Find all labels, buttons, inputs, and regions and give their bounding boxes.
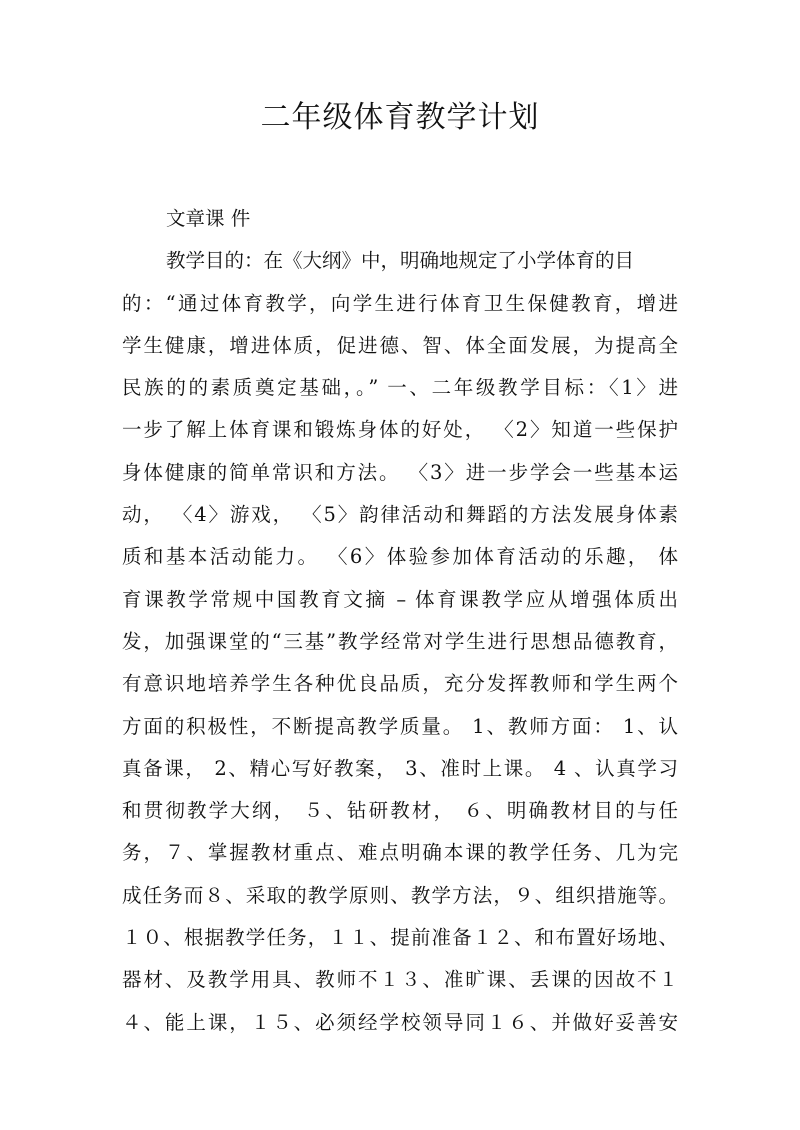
paragraph-line: 教学目的：在《大纲》中，明确地规定了小学体育的目: [166, 249, 635, 273]
paragraph-line: 有意识地培养学生各种优良品质，充分发挥教师和学生两个: [122, 672, 678, 696]
paragraph-line: 和贯彻教学大纲， ５、钻研教材， ６、明确教材目的与任: [122, 799, 678, 823]
paragraph-line: 成任务而８、采取的教学原则、教学方法，９、组织措施等。: [122, 883, 678, 907]
paragraph-line: 民族的的素质奠定基础，。” 一、二年级教学目标：〈1〉进: [122, 376, 678, 400]
paragraph-line: 的：“通过体育教学，向学生进行体育卫生保健教育，增进: [122, 291, 678, 315]
paragraph-line: 学生健康，增进体质，促进德、智、体全面发展，为提高全: [122, 333, 678, 357]
paragraph-line: 务，７、掌握教材重点、难点明确本课的教学任务、几为完: [122, 841, 678, 865]
paragraph-line: 身体健康的简单常识和方法。 〈3〉进一步学会一些基本运: [122, 460, 678, 484]
paragraph-line: ４、能上课，１５、必须经学校领导同１６、并做好妥善安: [122, 1010, 678, 1034]
document-body: [122, 198, 678, 1044]
document-title: 二年级体育教学计划: [260, 100, 540, 135]
paragraph-line: 发，加强课堂的“三基”教学经常对学生进行思想品德教育，: [122, 629, 678, 653]
paragraph-line: 方面的积极性，不断提高教学质量。 1、教师方面： 1、认: [122, 714, 678, 738]
paragraph-line: 器材、及教学用具、教师不１３、准旷课、丢课的因故不１: [122, 968, 678, 992]
paragraph-line: 真备课， 2、精心写好教案， 3、准时上课。 4 、认真学习: [122, 756, 678, 780]
paragraph-line: 一步了解上体育课和锻炼身体的好处， 〈2〉知道一些保护: [122, 418, 678, 442]
paragraph-line: 动， 〈4〉游戏， 〈5〉韵律活动和舞蹈的方法发展身体素: [122, 503, 678, 527]
paragraph-line: 育课教学常规中国教育文摘 – 体育课教学应从增强体质出: [122, 587, 678, 611]
paragraph-line: 质和基本活动能力。 〈6〉体验参加体育活动的乐趣， 体: [122, 545, 678, 569]
paragraph-heading: 文章课 件: [166, 207, 251, 230]
paragraph-line: １０、根据教学任务，１１、提前准备１２、和布置好场地、: [122, 926, 678, 950]
